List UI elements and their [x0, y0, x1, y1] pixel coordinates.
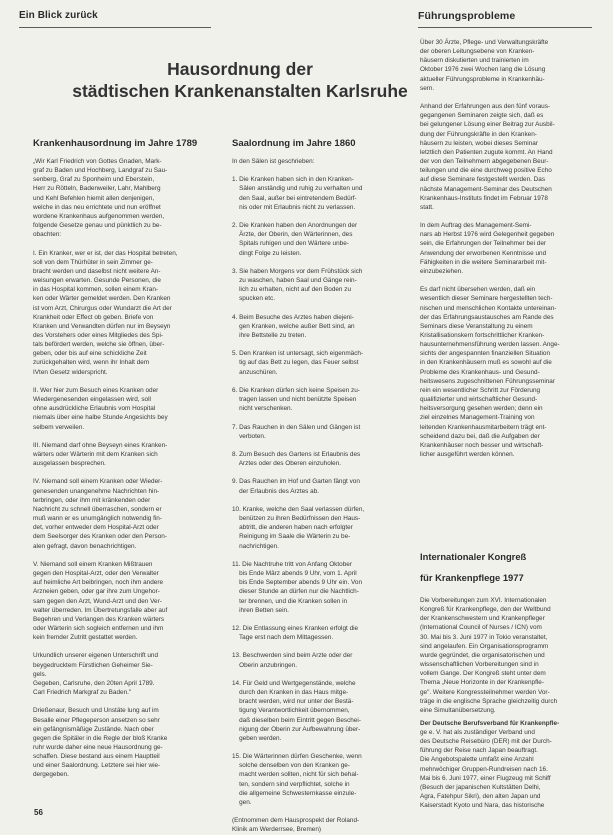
page-number: 56: [34, 808, 43, 817]
column-text-1789: „Wir Karl Friedrich von Gottes Gnaden, Mark- graf zu Baden und Hochberg, Landgraf zu Sau- senberg, Graf zu Sponheim und Eberstein, Herr zu Rötteln, Badenweiler, Lahr, Mahlberg und Kehl Befehlen hiemit allen denjenigen, welche in das neu errichtete und nun eröffnet wordene Krankenhaus aufgenommen werden, folgende Gesetze genau und pünktlich zu be- obachten: I. Ein Kranker, wer er ist, der das Hospital betreten, soll von dem Thürhüter in sein Zimmer ge- bracht werden und daselbst nicht weitere An- weisungen erwarten. Gesunde Personen, die in das Hospital kommen, sollen einem Kran- ken oder Wärter gemeldet werden. Den Kranken ist vom Arzt, Chirurgus oder Wundarzt die Art der Krankheit oder Effect ob geben. Briefe von Kranken und Verwandten dürfen nur im Beyseyn des Vorstehers oder eines Mitgliedes des Spi- tals befördert werden, welche sie öffnen, über- geben, oder bis auf eine schickliche Zeit zurückgehalten wird, wenn ihr Inhalt dem IVten Gesetz widerspricht. II. Wer hier zum Besuch eines Kranken oder Wiedergenesenden eingelassen wird, soll ohne ausdrückliche Erlaubnis vom Hospital niemals über eine halbe Stunde Angesichts bey selbem verweilen. III. Niemand darf ohne Beyseyn eines Kranken- wärters oder Wärterin mit dem Kranken sich ausgelassen besprechen. IV. Niemand soll einem Kranken oder Wieder- genesenden unangenehme Nachrichten hin- terbringen, oder ihm mit kränkenden oder Nachricht zu schnell überraschen, sondern er muß wann er es unumgänglich notwendig fin- det, vorher entweder dem Hospital-Arzt oder dem Seelsorger des Kranken oder den Person- alen gefragt, davon benachrichtigen. V. Niemand soll einem Kranken Mißtrauen gegen den Hospital-Arzt, oder den Verwalter auf heimliche Art beibringen, noch ihm andere Arzneien geben, oder gar ihre zum Ungehor- sam gegen den Arzt, Wund-Arzt und den Ver- walter überreden. Im Übertretungsfalle aber auf Begehren und Verlangen des Kranken wärters oder Wärterin sich sogleich entfernen und ihm kein fremder Zutritt gestattet werden. Urkundlich unserer eigenen Unterschrift und beygedrucktem Fürstlichen Geheimer Sie- gels. Gegeben, Carlsruhe, den 20ten April 1789. Carl Friedrich Markgraf zu Baden." Drießenaur, Besuch und Unstäte lung auf im Besalle einer Pflegeperson ansetzen so sehr ein gefängnismäßige Zustände. Nach ober gegen die Spitäler in die Regle der bloß Kranke ruhr wurde daher eine neue Hausordnung ge- schaffen. Diese bestand aus einem Hauptteil und einer Saalordnung. Letztere sei hier wie- dergegeben.: [33, 158, 178, 779]
subheading-congress: [420, 550, 526, 585]
title-line-1: Hausordnung der: [167, 59, 313, 79]
congress-text-bold-lead: Der Deutsche Berufsverband für Krankenpfle-: [420, 720, 560, 727]
right-column-text: Über 30 Ärzte, Pflege- und Verwaltungskräfte der oberen Leitungsebene von Kranken- häusern diskutierten und trainierten im Oktober 1976 zwei Wochen lang die Lösung aktueller Führungsprobleme in Krankenhäu- sern. Anhand der Erfahrungen aus den fünf voraus- gegangenen Seminaren zeigte sich, daß es bei gelungener Lösung einer Beitrag zur Ausbil- dung der Führungskräfte in den Kranken- häusern zu leisten, wobei dieses Seminar letztlich den Patienten zugute kommt. An Hand der von den Teilnehmern abgegebenen Beur- teilungen und die eine durchweg positive Echo auf diese Seminare festgestellt werden. Das nächste Management-Seminar des Deutschen Krankenhaus-Instituts findet im Februar 1978 statt. In dem Auftrag des Management-Semi- nars ab Herbst 1976 wird Gelegenheit gegeben sein, die Erfahrungen der Teilnehmer bei der Anwendung der erworbenen Kenntnisse und Fähigkeiten in die weitere Seminararbeit mit- einzubeziehen. Es darf nicht übersehen werden, daß ein wesentlich dieser Seminare hergestellten tech- nischen und menschlichen Kontakte untereinan- der das Erfahrungsaustausches am Rande des Seminars diese Veranstaltung zu einem Kristallisationskern fortschrittlicher Kranken- hausunternehmensführung werden lassen. Ange- sichts der angespannten finanziellen Situation in den Krankenhäusern muß es sowohl auf die Probleme des Krankenhaus- und Gesund- heitswesens zugeschnittenen Führungsseminar rein ein wesentlicher Schritt zur Förderung qualifizierter und wirtschaftlicher Gesund- heitsversorgung gesehen werden; denn ein ziel einzelnes Management-Training von leitenden Krankenhausmitarbeitern trägt ent- scheidend dazu bei, daß die Aufgaben der Krankenhäuser noch besser und wirtschaft- licher ausgeführt werden können.: [420, 39, 560, 459]
column-text-1860: In den Sälen ist geschrieben: 1. Die Kranken haben sich in den Kranken- Sälen anständig und ruhig zu verhalten und den Saal, außer bei eintretendem Bedürf- nis oder mit Erlaubnis nicht zu verlassen. 2. Die Kranken haben den Anordnungen der Ärzte, der Oberin, den Wärterinnen, des Spitals ruhigen und den Wärtere unbe- dingt Folge zu leisten. 3. Sie haben Morgens vor dem Frühstück sich zu waschen, haben Saal und Gänge rein- lich zu erhalten, nicht auf den Boden zu spucken etc. 4. Beim Besuche des Arztes haben diejeni- gen Kranken, welche außer Bett sind, an ihre Bettstelle zu treten. 5. Den Kranken ist untersagt, sich eigenmäch- tig auf das Bett zu legen, das Feuer selbst anzuschüren. 6. Die Kranken dürfen sich keine Speisen zu- tragen lassen und nicht benützte Speisen nicht verschenken. 7. Das Rauchen in den Sälen und Gängen ist verboten. 8. Zum Besuch des Gartens ist Erlaubnis des Arztes oder des Oberen einzuholen. 9. Das Rauchen im Hof und Garten fängt von der Erlaubnis des Arztes ab. 10. Kranke, welche den Saal verlassen dürfen, benützen zu ihren Bedürfnissen den Haus- abtritt, die anderen haben nach erfolgter Reinigung im Saale die Wärterin zu be- nachrichtigen. 11. Die Nachtruhe tritt von Anfang Oktober bis Ende März abends 9 Uhr, vom 1. April bis Ende September abends 9 Uhr ein. Von dieser Stunde an dürfen nur die Nachtlich- ter brennen, und die Kranken sollen in ihren Betten sein. 12. Die Entlassung eines Kranken erfolgt die Tage erst nach dem Mittagessen. 13. Beschwerden sind beim Arzte oder der Oberin anzubringen. 14. Für Geld und Wertgegenstände, welche durch den Kranken in das Haus mitge- bracht werden, wird nur unter der Bestä- tigung Verantwortlichkeit übernommen, daß dieselben beim Eintritt gegen Beschei- nigung der Oberin zur Aufbewahrung über- geben werden. 15. Die Wärterinnen dürfen Geschenke, wenn solche denselben von den Kranken ge- macht werden sollten, nicht für sich behal- ten, sondern sind verpflichtet, solche in die allgemeine Schwesternkasse einzule- gen. (Entnommen dem Hausprospekt der Roland- Klinik am Werderrsee, Bremen): [232, 158, 365, 834]
section-kicker-right: Führungsprobleme: [418, 10, 516, 22]
article-title: [70, 58, 410, 102]
congress-text-continued: ge e. V. hat als zuständiger Verband und des Deutsche Reisebüro (DER) mit der Durch- führung der Reise nach Japan beauftragt. Die Angebotspalette umfaßt eine Anzahl mehrwöchiger Gruppen-Rundreisen nach 16. Mai bis 6. Juni 1977, einer Flugzeug mit Schiff (Besuch der japanischen Kultstätten Delhi, Agra, Fatehpur Sikri), den alten Japan und Kaiserstadt Kyoto und Nara, das historische: [420, 729, 552, 810]
top-rule-left: [19, 27, 211, 28]
congress-text: Die Vorbereitungen zum XVI. Internationalen Kongreß für Krankenpflege, den der Weltbund der Krankenschwestern und Krankenpfleger (International Council of Nurses / ICN) vom 30. Mai bis 3. Juni 1977 in Tokio veranstaltet, sind angelaufen. Ein Organisationsprogramm wurde gegründet, die organisatorischen und wissenschaftlichen Vorbereitungen sind in vollem Gange. Der Kongreß steht unter dem Thema „Neue Horizonte in der Krankenpfle- ge". Weitere Kongressteilnehmer werden Vor- träge in die englische Sprache gleichzeitig durch eine Simultanübersetzung.: [420, 597, 558, 714]
column-heading-1860: Saalordnung im Jahre 1860: [232, 138, 356, 149]
top-rule-right: [418, 27, 592, 28]
subheading-line-2: für Krankenpflege 1977: [420, 572, 524, 583]
section-kicker: Ein Blick zurück: [19, 10, 98, 21]
subheading-line-1: Internationaler Kongreß: [420, 551, 527, 562]
title-line-2: städtischen Krankenanstalten Karlsruhe: [72, 81, 408, 101]
column-heading-1789: Krankenhausordnung im Jahre 1789: [33, 138, 198, 149]
